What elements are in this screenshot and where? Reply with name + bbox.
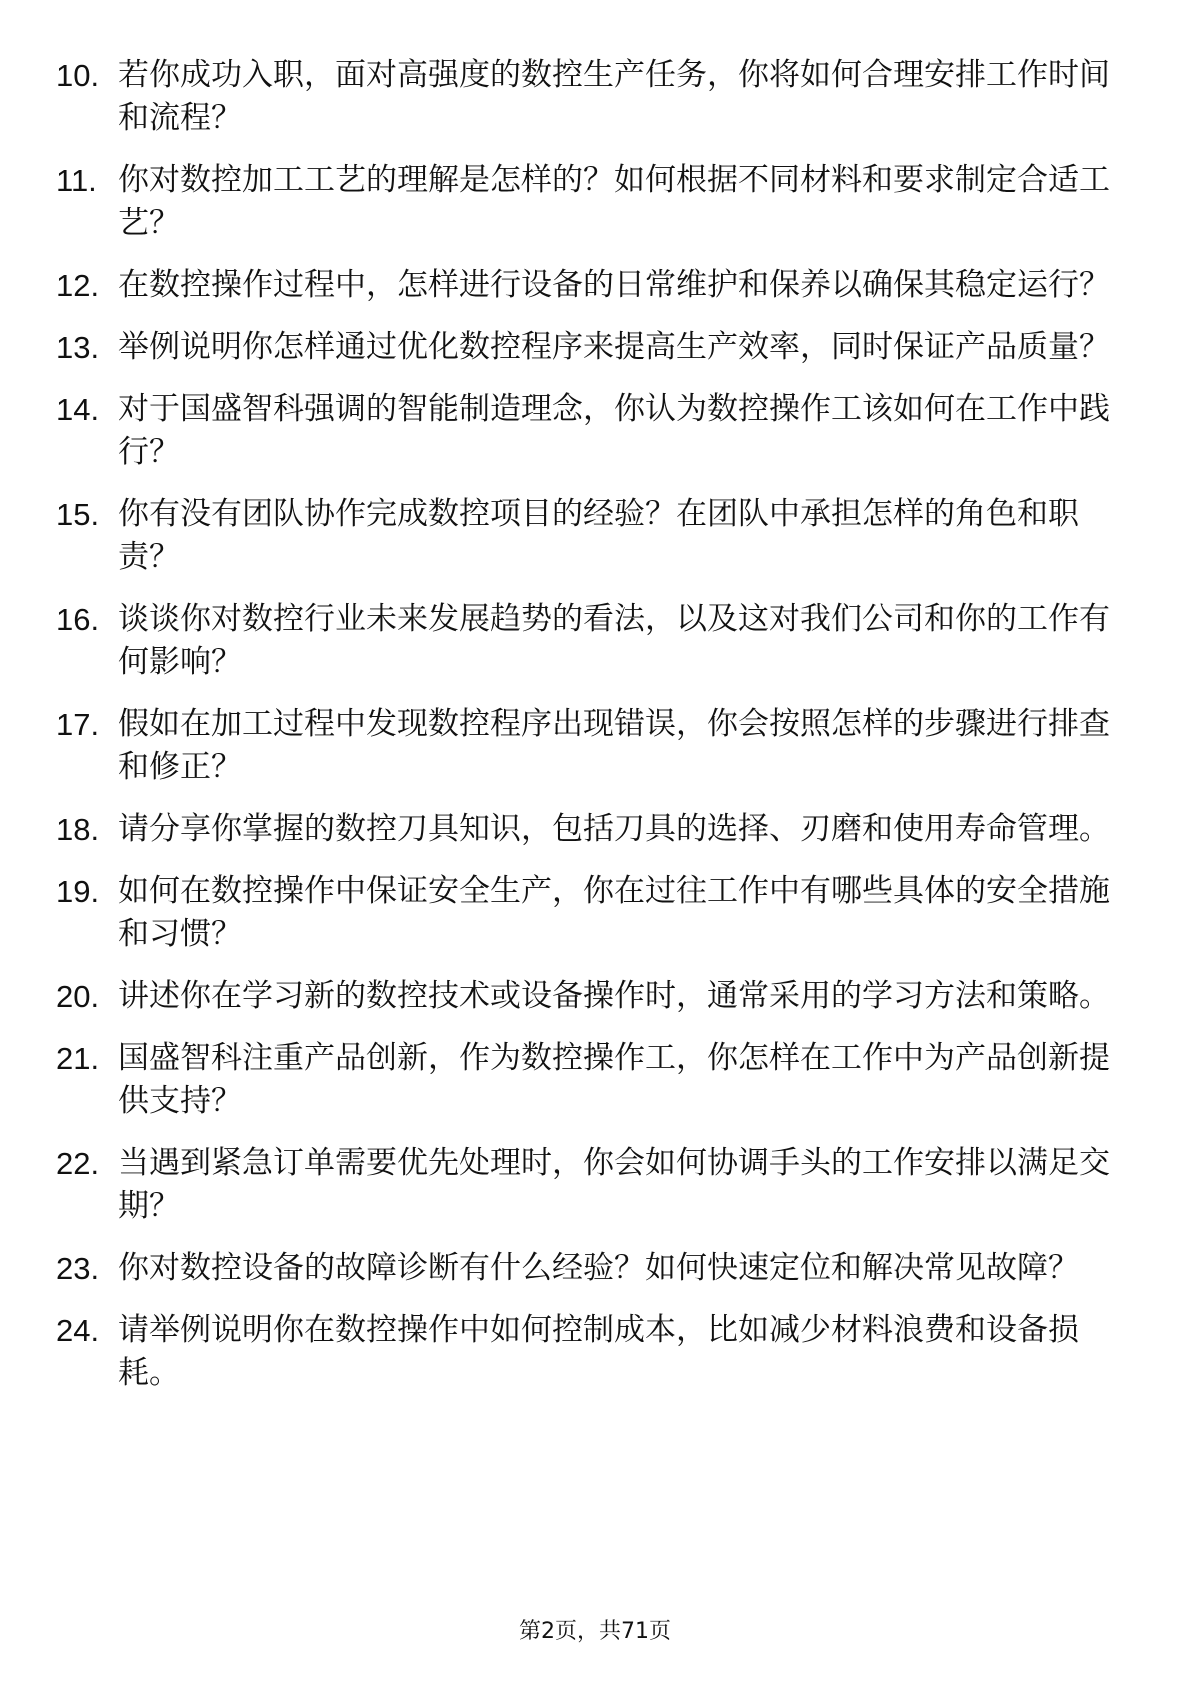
question-item xyxy=(56,159,1116,245)
question-text: 举例说明你怎样通过优化数控程序来提高生产效率，同时保证产品质量？ xyxy=(118,329,1110,365)
question-item xyxy=(56,598,1116,684)
question-item xyxy=(56,808,1116,851)
question-list xyxy=(56,54,1116,1414)
question-item xyxy=(56,388,1116,474)
question-item xyxy=(56,870,1116,956)
question-text: 国盛智科注重产品创新，作为数控操作工，你怎样在工作中为产品创新提供支持？ xyxy=(118,1040,1110,1119)
question-number: 19. xyxy=(56,874,100,909)
page-footer: 第2页，共71页 xyxy=(519,1619,671,1644)
question-item xyxy=(56,54,1116,140)
question-text: 若你成功入职，面对高强度的数控生产任务，你将如何合理安排工作时间和流程？ xyxy=(118,57,1110,136)
question-text: 当遇到紧急订单需要优先处理时，你会如何协调手头的工作安排以满足交期？ xyxy=(118,1145,1110,1224)
question-item xyxy=(56,264,1116,307)
question-number: 10. xyxy=(56,58,100,93)
question-number: 16. xyxy=(56,602,100,637)
question-item xyxy=(56,326,1116,369)
question-text: 你对数控加工工艺的理解是怎样的？如何根据不同材料和要求制定合适工艺？ xyxy=(118,162,1110,241)
question-text: 请分享你掌握的数控刀具知识，包括刀具的选择、刃磨和使用寿命管理。 xyxy=(118,811,1110,847)
question-item xyxy=(56,1309,1116,1395)
question-number: 11. xyxy=(56,163,97,198)
question-item xyxy=(56,1037,1116,1123)
question-number: 17. xyxy=(56,707,100,742)
question-item xyxy=(56,1142,1116,1228)
question-number: 21. xyxy=(56,1041,100,1076)
question-text: 假如在加工过程中发现数控程序出现错误，你会按照怎样的步骤进行排查和修正？ xyxy=(118,706,1110,785)
question-item xyxy=(56,975,1116,1018)
question-item xyxy=(56,703,1116,789)
question-number: 23. xyxy=(56,1251,100,1286)
question-number: 15. xyxy=(56,497,100,532)
question-text: 讲述你在学习新的数控技术或设备操作时，通常采用的学习方法和策略。 xyxy=(118,978,1110,1014)
question-number: 12. xyxy=(56,268,100,303)
question-item xyxy=(56,493,1116,579)
question-text: 你有没有团队协作完成数控项目的经验？在团队中承担怎样的角色和职责？ xyxy=(118,496,1079,575)
question-text: 对于国盛智科强调的智能制造理念，你认为数控操作工该如何在工作中践行？ xyxy=(118,391,1110,470)
question-text: 如何在数控操作中保证安全生产，你在过往工作中有哪些具体的安全措施和习惯？ xyxy=(118,873,1110,952)
question-number: 22. xyxy=(56,1146,100,1181)
question-text: 请举例说明你在数控操作中如何控制成本，比如减少材料浪费和设备损耗。 xyxy=(118,1312,1079,1391)
question-text: 谈谈你对数控行业未来发展趋势的看法，以及这对我们公司和你的工作有何影响？ xyxy=(118,601,1110,680)
question-number: 24. xyxy=(56,1313,100,1348)
question-number: 18. xyxy=(56,812,100,847)
question-number: 13. xyxy=(56,330,100,365)
question-number: 20. xyxy=(56,979,100,1014)
question-text: 你对数控设备的故障诊断有什么经验？如何快速定位和解决常见故障？ xyxy=(118,1250,1079,1286)
question-text: 在数控操作过程中，怎样进行设备的日常维护和保养以确保其稳定运行？ xyxy=(118,267,1110,303)
question-item xyxy=(56,1247,1116,1290)
question-number: 14. xyxy=(56,392,100,427)
